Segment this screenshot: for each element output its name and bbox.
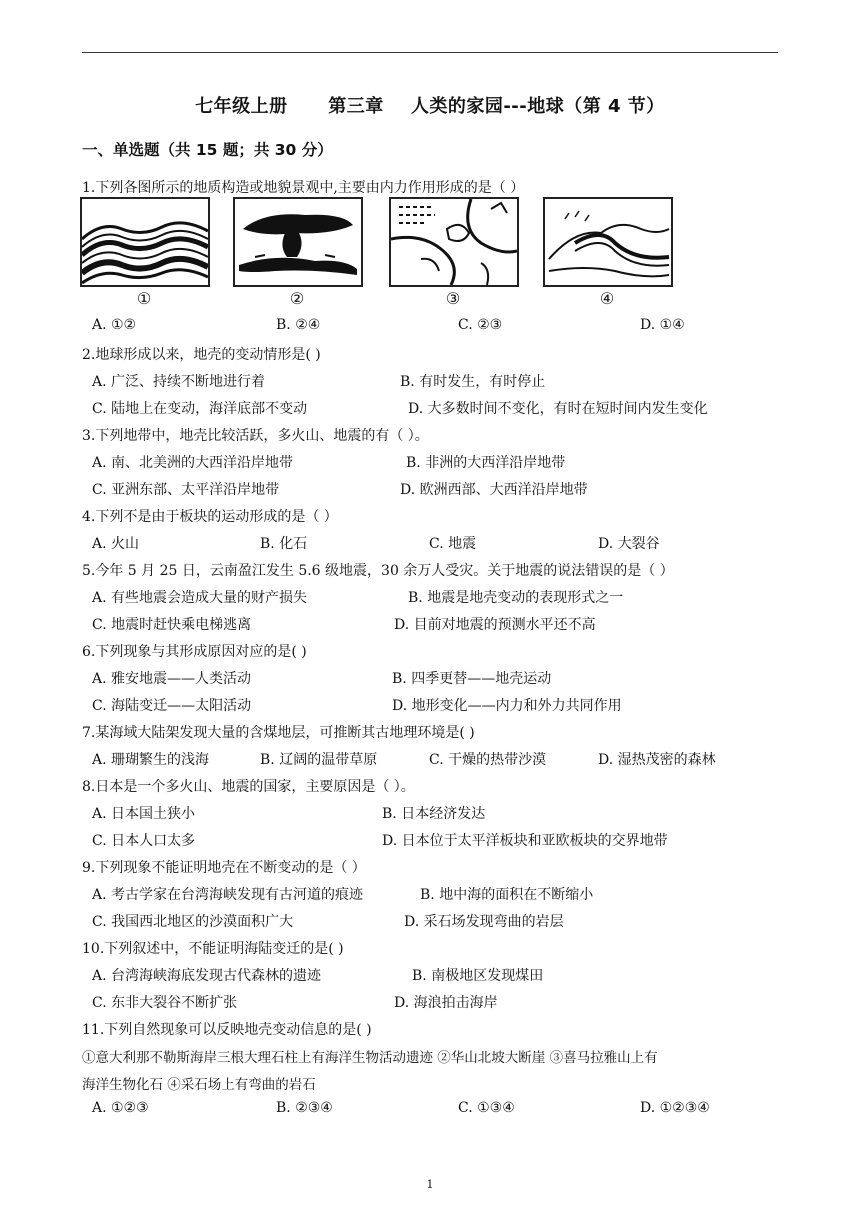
q10-option-c[interactable]: C. 东非大裂谷不断扩张 bbox=[92, 995, 238, 1011]
question-1-stem: 1.下列各图所示的地质构造或地貌景观中,主要由内力作用形成的是（ ） bbox=[82, 180, 525, 196]
figure-3-label: ③ bbox=[445, 289, 461, 308]
question-4-stem: 4.下列不是由于板块的运动形成的是（ ） bbox=[82, 509, 338, 525]
q4-option-c[interactable]: C. 地震 bbox=[429, 536, 477, 552]
q11-option-b[interactable]: B. ②③④ bbox=[276, 1100, 333, 1116]
mushroom-rock-figure bbox=[233, 197, 363, 287]
q6-option-a[interactable]: A. 雅安地震——人类活动 bbox=[92, 671, 252, 687]
river-delta-icon bbox=[391, 199, 517, 285]
q8-option-b[interactable]: B. 日本经济发达 bbox=[382, 806, 486, 822]
q6-option-b[interactable]: B. 四季更替——地壳运动 bbox=[392, 671, 552, 687]
question-6-stem: 6.下列现象与其形成原因对应的是( ) bbox=[82, 644, 307, 660]
q9-option-a[interactable]: A. 考古学家在台湾海峡发现有古河道的痕迹 bbox=[92, 887, 364, 903]
question-7-stem: 7.某海域大陆架发现大量的含煤地层，可推断其古地理环境是( ) bbox=[82, 725, 475, 741]
page-number: 1 bbox=[426, 1178, 434, 1191]
q7-option-d[interactable]: D. 湿热茂密的森林 bbox=[598, 752, 716, 768]
q5-option-d[interactable]: D. 目前对地震的预测水平还不高 bbox=[394, 617, 596, 633]
figure-4-label: ④ bbox=[599, 289, 615, 308]
page-title: 七年级上册 第三章 人类的家园---地球（第 4 节） bbox=[195, 96, 665, 117]
figure-2-label: ② bbox=[289, 289, 305, 308]
q9-option-c[interactable]: C. 我国西北地区的沙漠面积广大 bbox=[92, 914, 294, 930]
figure-2 bbox=[233, 197, 361, 309]
q3-option-b[interactable]: B. 非洲的大西洋沿岸地带 bbox=[406, 455, 566, 471]
river-delta-figure bbox=[389, 197, 519, 287]
q8-option-a[interactable]: A. 日本国土狭小 bbox=[92, 806, 196, 822]
q2-option-b[interactable]: B. 有时发生，有时停止 bbox=[400, 374, 546, 390]
q9-option-b[interactable]: B. 地中海的面积在不断缩小 bbox=[420, 887, 594, 903]
q5-option-a[interactable]: A. 有些地震会造成大量的财产损失 bbox=[92, 590, 308, 606]
question-3-stem: 3.下列地带中，地壳比较活跃，多火山、地震的有（ ）。 bbox=[82, 428, 429, 444]
q8-option-c[interactable]: C. 日本人口太多 bbox=[92, 833, 196, 849]
q6-option-d[interactable]: D. 地形变化——内力和外力共同作用 bbox=[392, 698, 622, 714]
volcano-figure bbox=[543, 197, 673, 287]
q2-option-d[interactable]: D. 大多数时间不变化，有时在短时间内发生变化 bbox=[408, 401, 708, 417]
q6-option-c[interactable]: C. 海陆变迁——太阳活动 bbox=[92, 698, 252, 714]
q5-option-b[interactable]: B. 地震是地壳变动的表现形式之一 bbox=[408, 590, 624, 606]
question-5-stem: 5.今年 5 月 25 日，云南盈江发生 5.6 级地震，30 余万人受灾。关于地震的说法错误的是（ ） bbox=[82, 563, 674, 579]
q10-option-b[interactable]: B. 南极地区发现煤田 bbox=[412, 968, 544, 984]
q11-option-c[interactable]: C. ①③④ bbox=[458, 1100, 515, 1116]
folded-strata-icon bbox=[82, 199, 208, 285]
question-11-line-2: 海洋生物化石 ④采石场上有弯曲的岩石 bbox=[82, 1077, 316, 1093]
question-9-stem: 9.下列现象不能证明地壳在不断变动的是（ ） bbox=[82, 860, 366, 876]
q11-option-d[interactable]: D. ①②③④ bbox=[640, 1100, 710, 1116]
q11-option-a[interactable]: A. ①②③ bbox=[92, 1100, 149, 1116]
question-11-line-1: ①意大利那不勒斯海岸三根大理石柱上有海洋生物活动遗迹 ②华山北坡大断崖 ③喜马拉雅山上有 bbox=[82, 1050, 658, 1066]
q1-option-d[interactable]: D. ①④ bbox=[640, 317, 685, 333]
q10-option-d[interactable]: D. 海浪拍击海岸 bbox=[394, 995, 498, 1011]
q1-option-c[interactable]: C. ②③ bbox=[458, 317, 503, 333]
q3-option-a[interactable]: A. 南、北美洲的大西洋沿岸地带 bbox=[92, 455, 294, 471]
q5-option-c[interactable]: C. 地震时赶快乘电梯逃离 bbox=[92, 617, 252, 633]
q10-option-a[interactable]: A. 台湾海峡海底发现古代森林的遗迹 bbox=[92, 968, 322, 984]
q1-option-b[interactable]: B. ②④ bbox=[276, 317, 321, 333]
q1-option-a[interactable]: A. ①② bbox=[92, 317, 137, 333]
q4-option-d[interactable]: D. 大裂谷 bbox=[598, 536, 660, 552]
question-8-stem: 8.日本是一个多火山、地震的国家，主要原因是（ ）。 bbox=[82, 779, 415, 795]
q3-option-c[interactable]: C. 亚洲东部、太平洋沿岸地带 bbox=[92, 482, 280, 498]
q2-option-c[interactable]: C. 陆地上在变动，海洋底部不变动 bbox=[92, 401, 308, 417]
question-10-stem: 10.下列叙述中，不能证明海陆变迁的是( ) bbox=[82, 941, 344, 957]
q2-option-a[interactable]: A. 广泛、持续不断地进行着 bbox=[92, 374, 266, 390]
q3-option-d[interactable]: D. 欧洲西部、大西洋沿岸地带 bbox=[400, 482, 588, 498]
q7-option-b[interactable]: B. 辽阔的温带草原 bbox=[260, 752, 378, 768]
q7-option-a[interactable]: A. 珊瑚繁生的浅海 bbox=[92, 752, 210, 768]
q7-option-c[interactable]: C. 干燥的热带沙漠 bbox=[429, 752, 547, 768]
top-rule bbox=[82, 52, 778, 53]
figure-3 bbox=[389, 197, 517, 309]
question-2-stem: 2.地球形成以来，地壳的变动情形是( ) bbox=[82, 347, 321, 363]
figure-4 bbox=[543, 197, 671, 309]
figure-1 bbox=[80, 197, 208, 309]
q4-option-b[interactable]: B. 化石 bbox=[260, 536, 308, 552]
figure-1-label: ① bbox=[136, 289, 152, 308]
folded-strata-figure bbox=[80, 197, 210, 287]
q9-option-d[interactable]: D. 采石场发现弯曲的岩层 bbox=[404, 914, 564, 930]
q8-option-d[interactable]: D. 日本位于太平洋板块和亚欧板块的交界地带 bbox=[382, 833, 668, 849]
mushroom-rock-icon bbox=[235, 199, 361, 285]
section-heading: 一、单选题（共 15 题；共 30 分） bbox=[82, 141, 333, 159]
volcano-icon bbox=[545, 199, 671, 285]
question-11-stem: 11.下列自然现象可以反映地壳变动信息的是( ) bbox=[82, 1022, 372, 1038]
q4-option-a[interactable]: A. 火山 bbox=[92, 536, 140, 552]
